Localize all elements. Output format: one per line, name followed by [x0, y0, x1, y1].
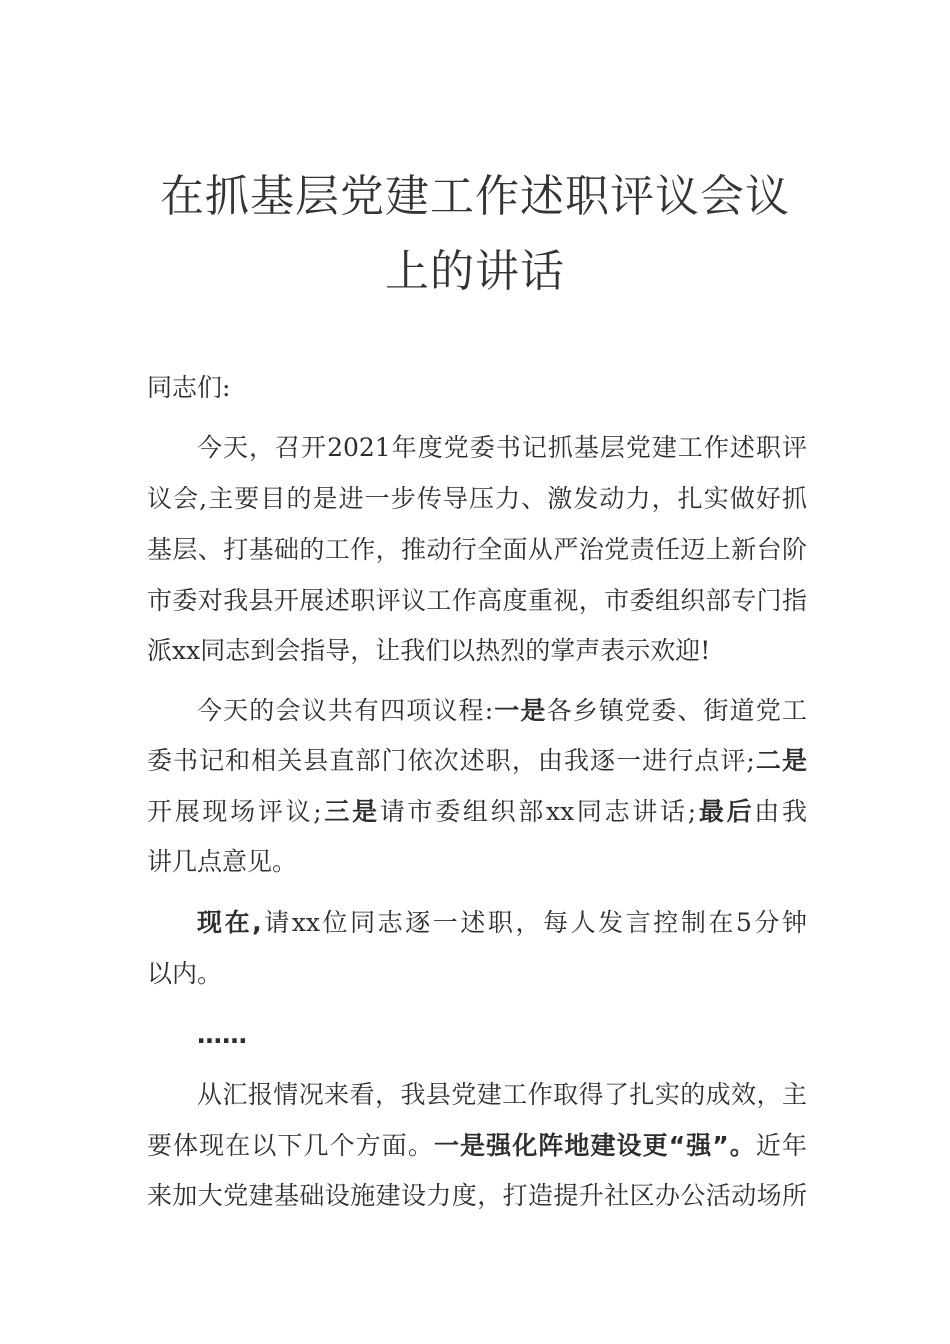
agenda-item-2-text: 开展现场评议; [147, 797, 322, 826]
aspect-1-heading: 一是强化阵地建设更“强”。 [433, 1131, 756, 1160]
salutation: 同志们: [147, 373, 231, 402]
paragraph-2-line-2 [147, 744, 807, 778]
ellipsis: …… [197, 1020, 247, 1049]
agenda-item-1-text: 各乡镇党委、街道党工 [546, 696, 807, 725]
paragraph-1-line-5: 派xx同志到会指导，让我们以热烈的掌声表示欢迎! [147, 636, 711, 665]
paragraph-1-line-2: 议会,主要目的是进一步传导压力、激发动力，扎实做好抓 [147, 484, 807, 513]
paragraph-1-line-4: 市委对我县开展述职评议工作高度重视，市委组织部专门指 [147, 586, 807, 615]
paragraph-1-line-3: 基层、打基础的工作，推动行全面从严治党责任迈上新台阶 [147, 535, 807, 564]
agenda-item-2-label: 二是 [754, 746, 807, 775]
document-title-line-1: 在抓基层党建工作述职评议会议 [160, 171, 790, 222]
now-text: 请xx位同志逐一述职，每人发言控制在5分钟 [261, 908, 807, 937]
paragraph-4-line-1: 从汇报情况来看，我县党建工作取得了扎实的成效，主 [197, 1080, 807, 1109]
paragraph-2-line-4: 讲几点意见。 [147, 847, 298, 876]
aspects-intro-text: 要体现在以下几个方面。 [147, 1131, 434, 1160]
paragraph-3-line-2: 以内。 [147, 959, 223, 988]
paragraph-4-line-3: 来加大党建基础设施建设力度，打造提升社区办公活动场所 [147, 1181, 807, 1210]
paragraph-4-line-2 [147, 1129, 807, 1163]
agenda-item-4-label: 最后 [696, 797, 755, 826]
paragraph-2-line-3 [147, 795, 807, 829]
paragraph-3-line-1 [197, 906, 807, 940]
agenda-item-1-text-cont: 委书记和相关县直部门依次述职，由我逐一进行点评; [147, 746, 755, 775]
paragraph-1-line-1: 今天，召开2021年度党委书记抓基层党建工作述职评 [197, 433, 807, 462]
now-label: 现在, [197, 908, 262, 937]
agenda-intro-text: 今天的会议共有四项议程: [197, 696, 494, 725]
agenda-item-1-label: 一是 [493, 696, 547, 725]
agenda-item-3-text: 请市委组织部xx同志讲话; [379, 797, 697, 826]
aspect-1-text: 近年 [755, 1131, 807, 1160]
agenda-item-4-text: 由我 [754, 797, 807, 826]
paragraph-2-line-1 [197, 694, 807, 728]
document-title-line-2: 上的讲话 [385, 246, 565, 297]
agenda-item-3-label: 三是 [321, 797, 380, 826]
